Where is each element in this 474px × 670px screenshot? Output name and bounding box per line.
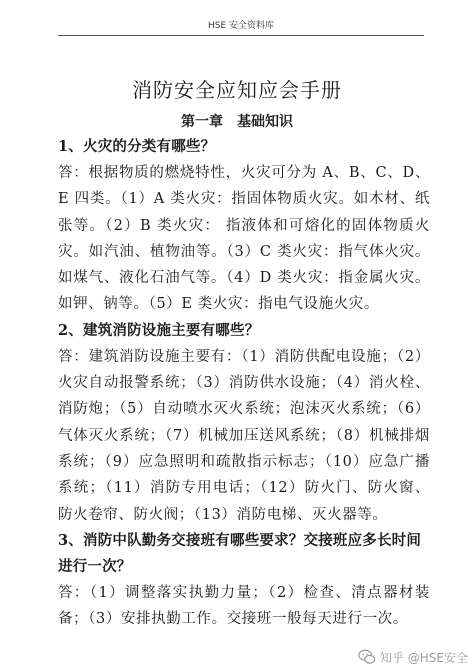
answer-2: 答：建筑消防设施主要有：（1）消防供配电设施；（2）火灾自动报警系统；（3）消防供水设施；（4）消火栓、消防炮；（5）自动喷水灭火系统；泡沫灭火系统；（6）气体灭火系统；（7）机械加压送风系统；（8）机械排烟系统；（9）应急照明和疏散指示标志；（10）应急广播系统；（11）消防专用电话；（12）防火门、防火窗、防火卷帘、防火阀；（13）消防电梯、灭火器等。 — [58, 348, 430, 523]
question-3: 3、消防中队勤务交接班有哪些要求？交接班应多长时间进行一次？ — [58, 531, 422, 575]
chapter-heading: 第一章 基础知识 — [181, 114, 293, 130]
section-3 — [58, 528, 430, 633]
page-header: HSE 安全资料库 — [58, 18, 424, 36]
answer-3: 答：（1）调整落实执勤力量；（2）检查、清点器材装备；（3）安排执勤工作。交接班一般每天进行一次。 — [58, 584, 430, 628]
section-2 — [58, 318, 430, 528]
section-1 — [58, 134, 430, 318]
answer-1: 答：根据物质的燃烧特性，火灾可分为 A、B、C、D、E 四类。（1）A 类火灾：指固体物质火灾。如木材、纸张等。（2）B 类火灾： 指液体和可熔化的固体物质火灾。如汽油、植物油等。（3）C 类火灾：指气体火灾。如煤气、液化石油气等。（4）D 类火灾：指金属火灾。如钾、钠等。（5）E 类火灾：指电气设施火灾。 — [58, 165, 430, 313]
watermark — [358, 648, 468, 666]
question-1: 1、火灾的分类有哪些？ — [58, 138, 216, 155]
document-title: 消防安全应知应会手册 — [132, 78, 342, 102]
watermark-text: 知乎 @HSE安全 — [379, 650, 468, 665]
question-2: 2、建筑消防设施主要有哪些？ — [58, 321, 260, 339]
wechat-icon — [358, 648, 376, 666]
document-body — [58, 134, 430, 632]
